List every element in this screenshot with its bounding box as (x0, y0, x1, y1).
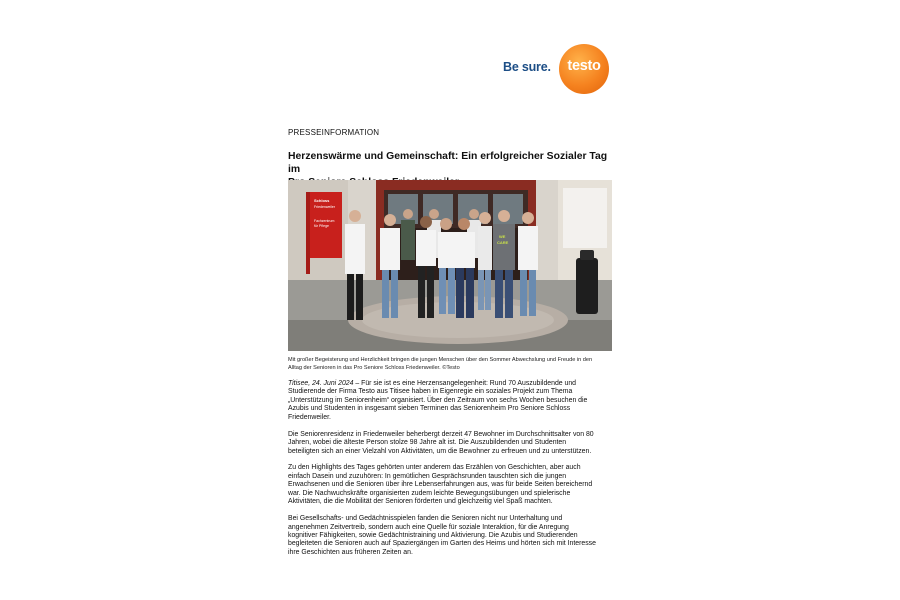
paragraph-line: angenehmen Zeitvertreib, sondern auch eine Quelle für soziale Interaktion, für die Anregung (288, 523, 569, 531)
sign-text: Friedenweiler (314, 205, 336, 209)
paragraph (288, 464, 614, 506)
paragraph (288, 431, 614, 456)
paragraph-line: – Für sie ist es eine Herzensangelegenheit: Rund 70 Auszubildende und (353, 380, 577, 387)
paragraph (288, 380, 614, 422)
paragraph-line: war. Die Nachwuchskräfte organisierten zudem leichte Bewegungsübungen und spielerische (288, 489, 571, 497)
paragraph-line: begleiteten die Senioren auch auf Spaziergängen im Garten des Heims und hörten sich mit Interesse (288, 540, 596, 548)
paragraph-line: kognitiver Fähigkeiten, sowie Gedächtnistraining und Aktivierung. Die Azubis und Studierenden (288, 531, 578, 539)
paragraph-line: ihre Geschichten aus früheren Zeiten an. (288, 548, 413, 556)
testo-logo (503, 44, 609, 94)
paragraph-line: Aktivitäten, die die Mobilität der Senioren förderten und gleichzeitig viel Spaß machten. (288, 498, 553, 506)
paragraph-line: Die Seniorenresidenz in Friedenweiler beherbergt derzeit 47 Bewohner im Durchschnittsalter von 80 (288, 430, 594, 438)
sign-text: Fachzentrum (314, 219, 335, 223)
paragraph-line: Friedenweiler. (288, 413, 331, 421)
sign-text: Schloss (314, 198, 330, 203)
paragraph-line: Erwachsenen und die Senioren über ihre Lebenserfahrungen aus, was für beide Seiten bereichernd (288, 481, 593, 489)
caption-line: Mit großer Begeisterung und Herzlichkeit bringen die jungen Menschen über den Sommer Abwechslung und Freude in den (288, 357, 593, 363)
shirt-text: WE (499, 234, 506, 239)
paragraph-line: Zu den Highlights des Tages gehörten unter anderem das Erzählen von Geschichten, aber auch (288, 464, 581, 472)
logo-slogan: Be sure. (503, 60, 551, 74)
sign-text: für Pflege (314, 224, 329, 228)
paragraph-line: Azubis und Studenten in insgesamt sieben Terminen das Seniorenheim Pro Seniore Schloss (288, 405, 571, 413)
press-label: PRESSEINFORMATION (288, 128, 380, 137)
headline-line: Herzenswärme und Gemeinschaft: Ein erfolgreicher Sozialer Tag im (288, 151, 608, 175)
paragraph-line: Studierende der Firma Testo aus Titisee haben in Eigenregie ein soziales Projekt zum Thema (288, 388, 573, 396)
article-body (288, 380, 614, 566)
paragraph-line: beteiligten sich an einer Vielzahl von Aktivitäten, um die Bewohner zu erfreuen und zu unterstützen. (288, 447, 592, 455)
photo-caption (288, 357, 613, 372)
paragraph-line: Bei Gesellschafts- und Gedächtnisspielen fanden die Senioren nicht nur Unterhaltung und (288, 515, 563, 523)
dateline: Titisee, 24. Juni 2024 (288, 380, 354, 387)
paragraph-line: Jahren, wobei die älteste Person stolze 98 Jahre alt ist. Die Auszubildenden und Studenten (288, 439, 567, 447)
paragraph-line: „Unterstützung im Seniorenheim“ organisiert. Über den Zeitraum von sechs Wochen besuchen die (288, 396, 588, 404)
shirt-text: CARE (497, 240, 509, 245)
group-photo (288, 180, 612, 351)
paragraph (288, 515, 614, 557)
logo-wordmark: testo (567, 58, 601, 74)
caption-line: Alltag der Senioren in das Pro Seniore Schloss Friedenweiler. ©Testo (288, 364, 460, 371)
paragraph-line: einfach Dasein und zuzuhören: In gemütlichen Gesprächsrunden tauschten sich die jungen (288, 472, 567, 480)
